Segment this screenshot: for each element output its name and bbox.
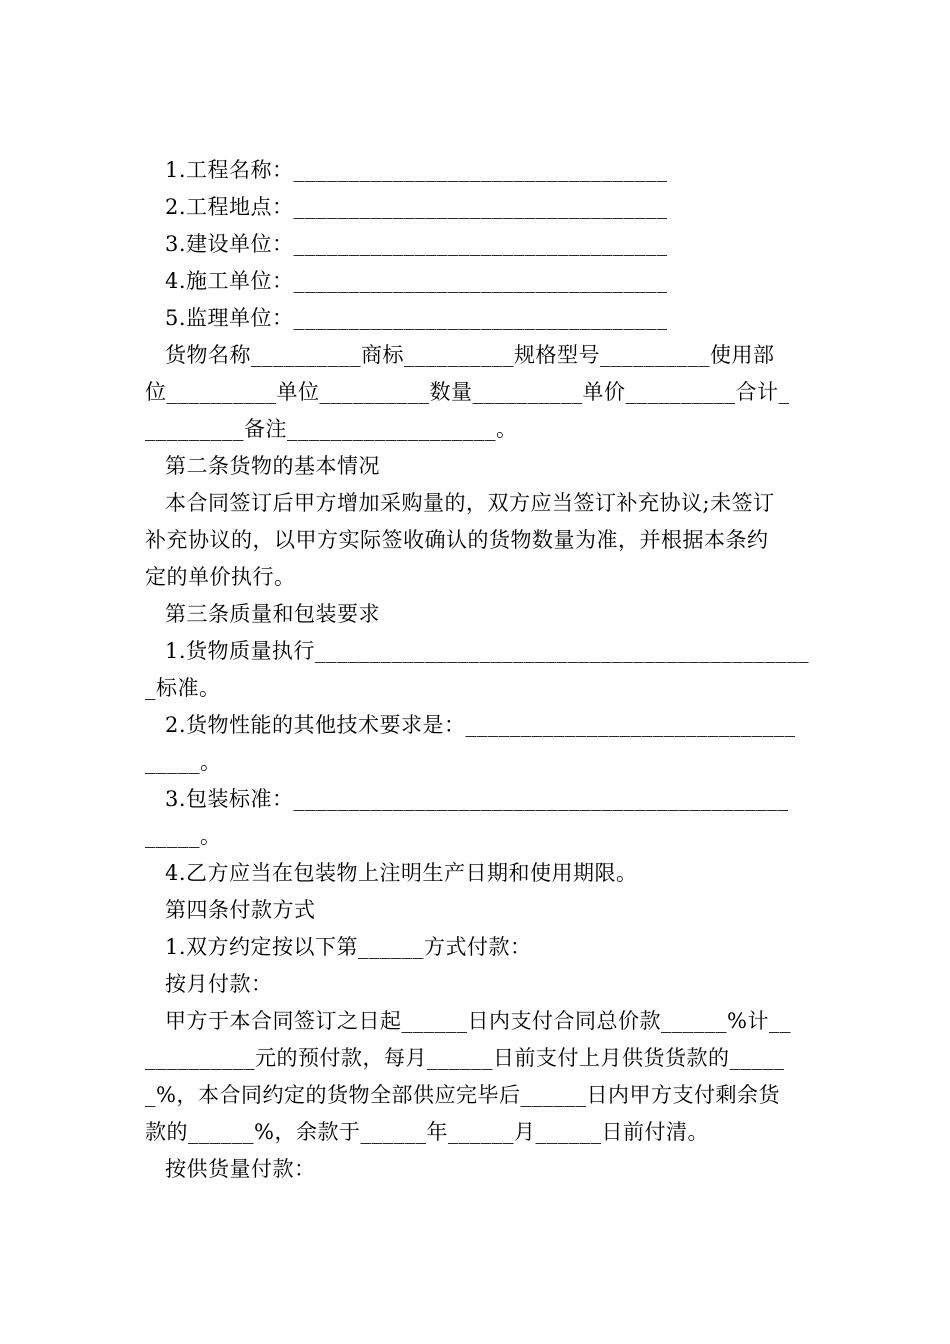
document-line: _标准。 bbox=[145, 676, 221, 700]
document-line: 按月付款： bbox=[165, 972, 273, 996]
document-line: 第三条质量和包装要求 bbox=[165, 602, 380, 626]
document-line: 2.工程地点：__________________________________ bbox=[165, 195, 668, 219]
document-line: __________元的预付款，每月______日前支付上月供货货款的_____ bbox=[145, 1046, 785, 1070]
document-line: 第二条货物的基本情况 bbox=[165, 454, 380, 478]
document-line: 3.建设单位：__________________________________ bbox=[165, 232, 668, 256]
document-line: 1.工程名称：__________________________________ bbox=[165, 158, 668, 182]
document-line: 1.货物质量执行_____________________________________________ bbox=[165, 639, 810, 663]
document-line: _____。 bbox=[145, 750, 222, 774]
document-line: 位__________单位__________数量__________单价__________合计_ bbox=[145, 380, 790, 404]
document-line: 货物名称__________商标__________规格型号__________使用部 bbox=[165, 343, 775, 367]
document-line: 4.施工单位：__________________________________ bbox=[165, 269, 668, 293]
document-line: 定的单价执行。 bbox=[145, 565, 296, 589]
document-line: 1.双方约定按以下第______方式付款： bbox=[165, 935, 532, 959]
document-body bbox=[145, 152, 809, 1188]
document-line: 第四条付款方式 bbox=[165, 898, 316, 922]
document-line: 款的______%，余款于______年______月______日前付清。 bbox=[145, 1120, 709, 1144]
document-line: _____。 bbox=[145, 824, 222, 848]
document-line: 按供货量付款： bbox=[165, 1157, 316, 1181]
document-line: _________备注___________________。 bbox=[145, 417, 518, 441]
document-line: 补充协议的，以甲方实际签收确认的货物数量为准，并根据本条约 bbox=[145, 528, 769, 552]
document-line: 2.货物性能的其他技术要求是：______________________________ bbox=[165, 713, 796, 737]
document-line: 3.包装标准：_____________________________________________ bbox=[165, 787, 789, 811]
document-line: 5.监理单位：__________________________________ bbox=[165, 306, 668, 330]
document-line: _%，本合同约定的货物全部供应完毕后______日内甲方支付剩余货 bbox=[145, 1083, 780, 1107]
document-line: 本合同签订后甲方增加采购量的，双方应当签订补充协议;未签订 bbox=[165, 491, 775, 515]
document-line: 甲方于本合同签订之日起______日内支付合同总价款______%计__ bbox=[165, 1009, 791, 1033]
document-line: 4.乙方应当在包装物上注明生产日期和使用期限。 bbox=[165, 861, 638, 885]
